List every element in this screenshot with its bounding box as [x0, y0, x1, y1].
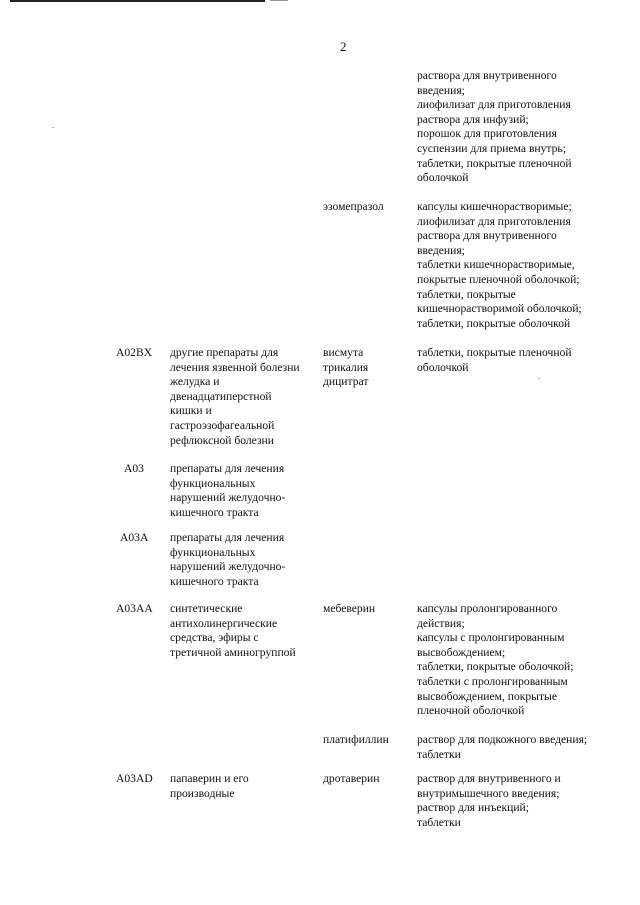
dosage-forms-cell: раствора для внутривенного введения; лиофилизат для приготовления раствора для инфузий; порошок для приготовления суспензии для приема внутрь; таблетки, покрытые пленочной оболочкой	[417, 69, 572, 185]
scan-speck	[538, 378, 540, 379]
inn-cell: платифиллин	[323, 733, 389, 746]
dosage-forms-cell: таблетки, покрытые пленочной оболочкой	[417, 346, 572, 374]
atc-code-cell: A03A	[120, 531, 149, 544]
inn-cell: эзомепразол	[323, 200, 384, 213]
inn-cell: дротаверин	[323, 772, 380, 785]
top-rule-fragment	[270, 0, 288, 1]
top-rule	[10, 0, 265, 2]
atc-code-cell: A03	[124, 462, 144, 475]
atc-code-cell: A03AD	[116, 772, 153, 785]
group-name-cell: синтетические антихолинергические средства, эфиры с третичной аминогруппой	[170, 602, 296, 659]
atc-code-cell: A03AA	[116, 602, 153, 615]
dosage-forms-cell: капсулы кишечнорастворимые; лиофилизат для приготовления раствора для внутривенного введения; таблетки кишечнорастворимые, покрытые пленочной оболочкой; таблетки, покрытые кишечнорастворимой оболочкой; таблетки, покрытые оболочкой	[417, 200, 582, 330]
group-name-cell: препараты для лечения функциональных нарушений желудочно- кишечного тракта	[170, 462, 286, 519]
dosage-forms-cell: раствор для подкожного введения; таблетки	[417, 733, 588, 761]
group-name-cell: папаверин и его производные	[170, 772, 249, 800]
dosage-forms-cell: капсулы пролонгированного действия; капсулы с пролонгированным высвобождением; таблетки, покрытые оболочкой; таблетки с пролонгированным высвобождением, покрытые пленочной оболочкой	[417, 602, 574, 718]
inn-cell: висмута трикалия дицитрат	[323, 346, 369, 389]
page-number: 2	[340, 39, 347, 54]
group-name-cell: препараты для лечения функциональных нарушений желудочно- кишечного тракта	[170, 531, 286, 588]
dosage-forms-cell: раствор для внутривенного и внутримышечного введения; раствор для инъекций; таблетки	[417, 772, 561, 829]
group-name-cell: другие препараты для лечения язвенной болезни желудка и двенадцатиперстной кишки и гастроэзофагеальной рефлюксной болезни	[170, 346, 300, 447]
scan-speck	[52, 127, 54, 128]
atc-code-cell: A02BX	[116, 346, 153, 359]
inn-cell: мебеверин	[323, 602, 376, 615]
